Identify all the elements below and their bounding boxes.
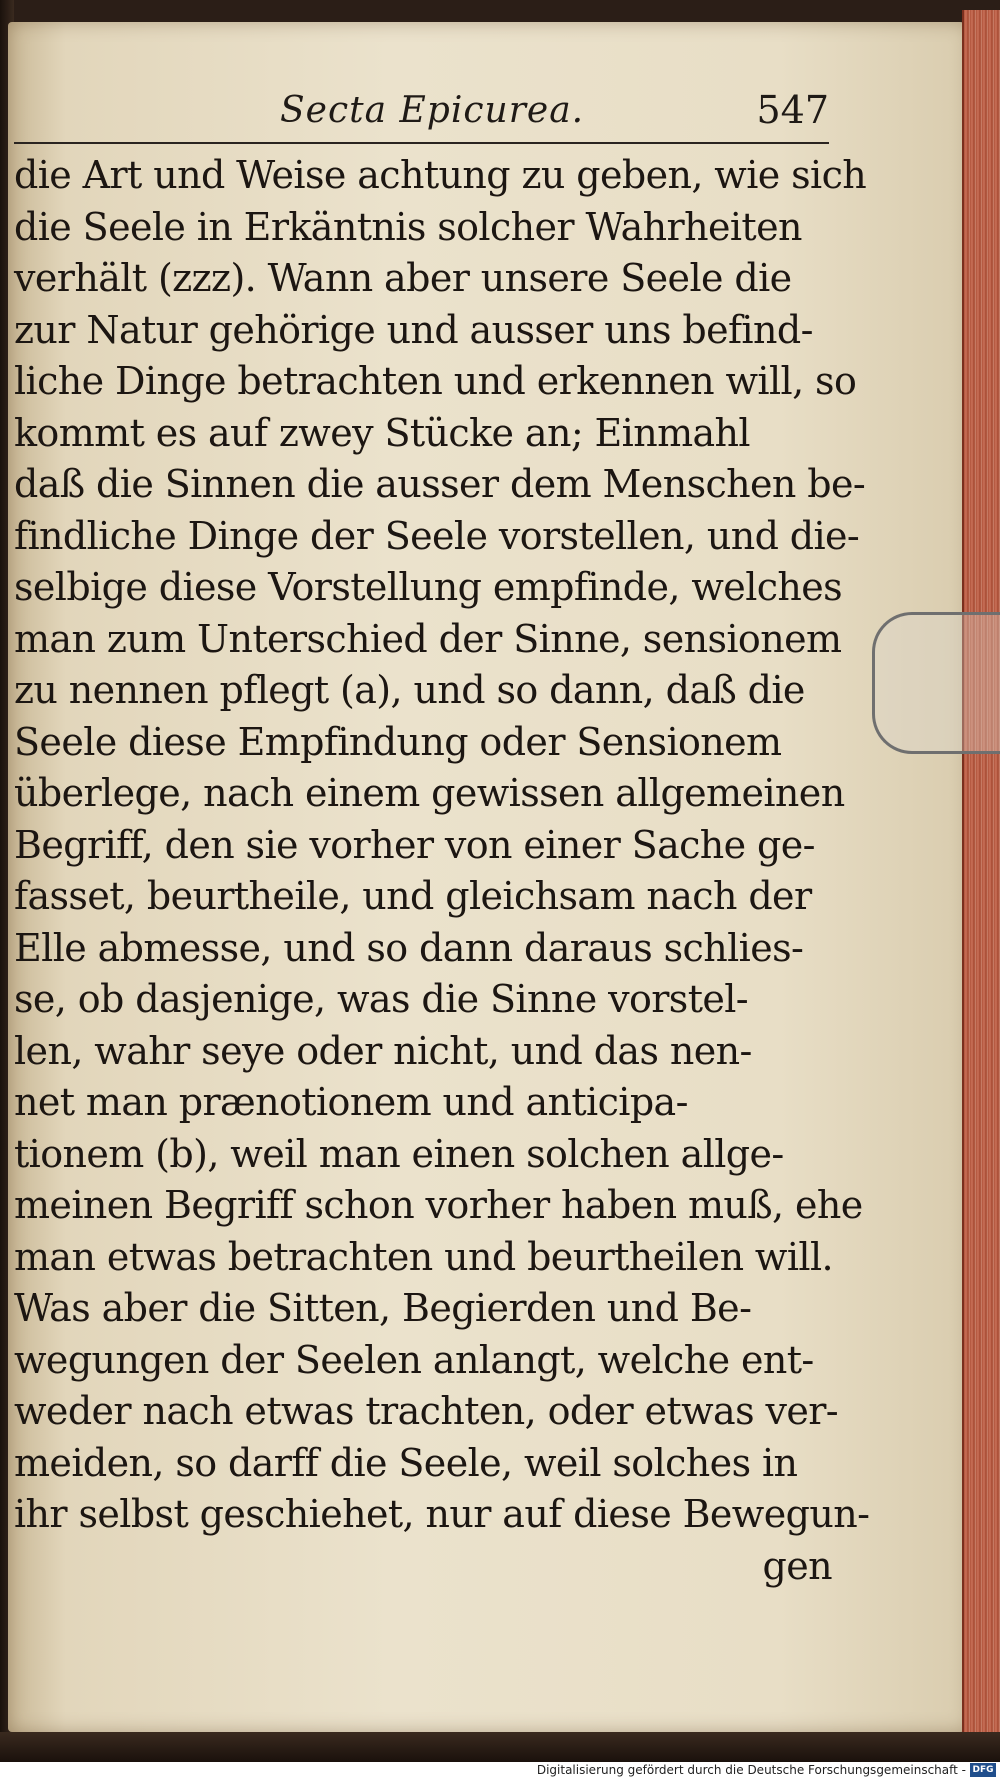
- text-line: daß die Sinnen die ausser dem Menschen be-: [14, 462, 866, 506]
- text-line: liche Dinge betrachten und erkennen will, so: [14, 359, 857, 403]
- text-line: wegungen der Seelen anlangt, welche ent-: [14, 1337, 814, 1382]
- text-line: ihr selbst geschiehet, nur auf diese Bewegun-: [14, 1492, 870, 1536]
- text-line: die Seele in Erkäntnis solcher Wahrheiten: [14, 204, 802, 249]
- text-line: Was aber die Sitten, Begierden und Be-: [14, 1286, 752, 1330]
- text-line: len, wahr seye oder nicht, und das nen-: [14, 1028, 752, 1073]
- text-line: die Art und Weise achtung zu geben, wie sich: [14, 153, 867, 197]
- text-line: fasset, beurtheile, und gleichsam nach der: [14, 874, 812, 918]
- page-header: [14, 86, 829, 144]
- text-line: zu nennen pflegt (a), und so dann, daß die: [14, 668, 805, 712]
- catchword: gen: [762, 1543, 832, 1588]
- page-edges: [962, 10, 1000, 1745]
- funding-credit: Digitalisierung gefördert durch die Deutsche Forschungsgemeinschaft -: [536, 1763, 966, 1777]
- text-line: se, ob dasjenige, was die Sinne vorstel-: [14, 977, 749, 1021]
- text-line: meinen Begriff schon vorher haben muß, ehe: [14, 1183, 863, 1227]
- book-bottom-edge: [0, 1732, 1000, 1762]
- text-line: Seele diese Empfindung oder Sensionem: [14, 719, 782, 764]
- dfg-logo: DFG: [970, 1763, 996, 1777]
- text-line: kommt es auf zwey Stücke an; Einmahl: [14, 410, 750, 455]
- text-line: net man prænotionem und anticipa-: [14, 1080, 688, 1124]
- text-line: selbige diese Vorstellung empfinde, welches: [14, 565, 843, 609]
- text-line: meiden, so darff die Seele, weil solches in: [14, 1440, 798, 1485]
- text-line: findliche Dinge der Seele vorstellen, und die-: [14, 513, 860, 558]
- text-line: zur Natur gehörige und ausser uns befind-: [14, 307, 813, 352]
- text-line: überlege, nach einem gewissen allgemeinen: [14, 771, 845, 815]
- text-line: man etwas betrachten und beurtheilen will.: [14, 1234, 833, 1279]
- text-line: Begriff, den sie vorher von einer Sache ge-: [14, 822, 815, 867]
- text-line: man zum Unterschied der Sinne, sensionem: [14, 616, 842, 661]
- text-line: tionem (b), weil man einen solchen allge-: [14, 1131, 784, 1176]
- text-line: Elle abmesse, und so dann daraus schlies-: [14, 925, 804, 970]
- text-line: verhält (zzz). Wann aber unsere Seele die: [14, 256, 792, 300]
- page-number: 547: [756, 88, 829, 132]
- body-text: [14, 150, 870, 1592]
- bookmark-clip: [872, 612, 1000, 754]
- text-line: weder nach etwas trachten, oder etwas ver-: [14, 1389, 839, 1433]
- running-head: Secta Epicurea.: [280, 90, 585, 131]
